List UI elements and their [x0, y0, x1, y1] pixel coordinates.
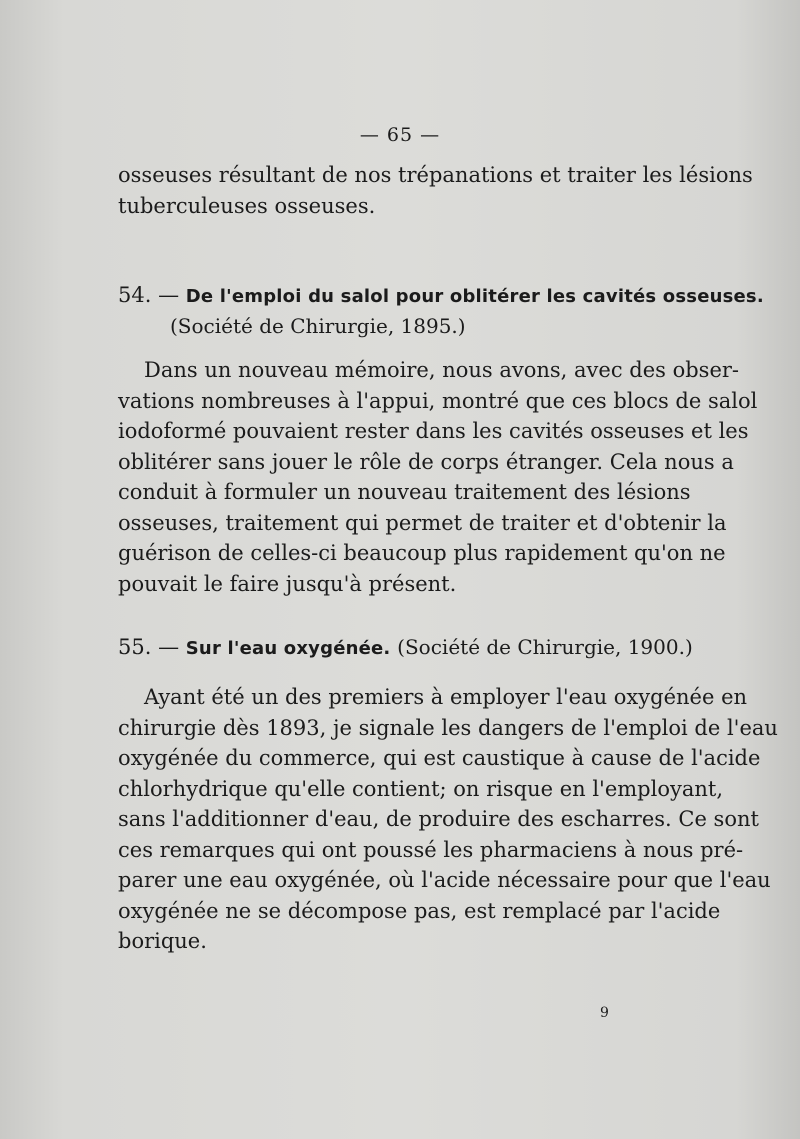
entry-dash: — — [151, 283, 186, 307]
paragraph-line: osseuses résultant de nos trépanations et traiter les lésions — [118, 163, 753, 187]
entry-number: 54. — [118, 283, 152, 307]
entry-source: (Société de Chirurgie, 1900.) — [397, 635, 693, 659]
paragraph-line: oblitérer sans jouer le rôle de corps étranger. Cela nous a — [118, 449, 734, 474]
intro-paragraph — [118, 160, 753, 221]
entry-heading-line — [118, 280, 764, 312]
entry-title: De l'emploi du salol pour oblitérer les cavités osseuses. — [185, 286, 764, 307]
entry-dash: — — [151, 635, 186, 659]
page-number: — 65 — — [359, 124, 441, 146]
paragraph-line: tuberculeuses osseuses. — [118, 193, 376, 218]
paragraph-line: borique. — [118, 929, 207, 953]
entry-number: 55. — [118, 635, 152, 659]
paragraph-line: chlorhydrique qu'elle contient; on risque en l'employant, — [118, 776, 724, 801]
paragraph-line: chirurgie dès 1893, je signale les dangers de l'emploi de l'eau — [118, 715, 778, 740]
entry-source: (Société de Chirurgie, 1895.) — [170, 314, 466, 338]
paragraph-line: guérison de celles-ci beaucoup plus rapidement qu'on ne — [118, 541, 726, 565]
paragraph-line: iodoformé pouvaient rester dans les cavités osseuses et les — [118, 419, 749, 443]
paragraph-line: Dans un nouveau mémoire, nous avons, avec des obser- — [144, 358, 740, 382]
entry-55-paragraph — [118, 682, 778, 957]
entry-55-heading — [118, 632, 693, 664]
paragraph-line: conduit à formuler un nouveau traitement des lésions — [118, 480, 691, 504]
paragraph-line: sans l'additionner d'eau, de produire des escharres. Ce sont — [118, 807, 759, 831]
signature-mark: 9 — [600, 1005, 609, 1021]
paragraph-line: pouvait le faire jusqu'à présent. — [118, 571, 457, 596]
entry-54-paragraph — [118, 355, 758, 599]
paragraph-line: osseuses, traitement qui permet de traiter et d'obtenir la — [118, 510, 727, 535]
entry-heading-line — [118, 632, 693, 664]
paragraph-line: oxygénée du commerce, qui est caustique à cause de l'acide — [118, 746, 761, 770]
paragraph-line: ces remarques qui ont poussé les pharmaciens à nous pré- — [118, 837, 744, 862]
paragraph-line: vations nombreuses à l'appui, montré que ces blocs de salol — [118, 388, 758, 413]
paragraph-line: oxygénée ne se décompose pas, est remplacé par l'acide — [118, 898, 721, 923]
paragraph-line: parer une eau oxygénée, où l'acide nécessaire pour que l'eau — [118, 868, 771, 892]
paragraph-line: Ayant été un des premiers à employer l'eau oxygénée en — [144, 685, 748, 709]
entry-title: Sur l'eau oxygénée. — [185, 638, 391, 659]
entry-54-heading — [118, 280, 764, 340]
